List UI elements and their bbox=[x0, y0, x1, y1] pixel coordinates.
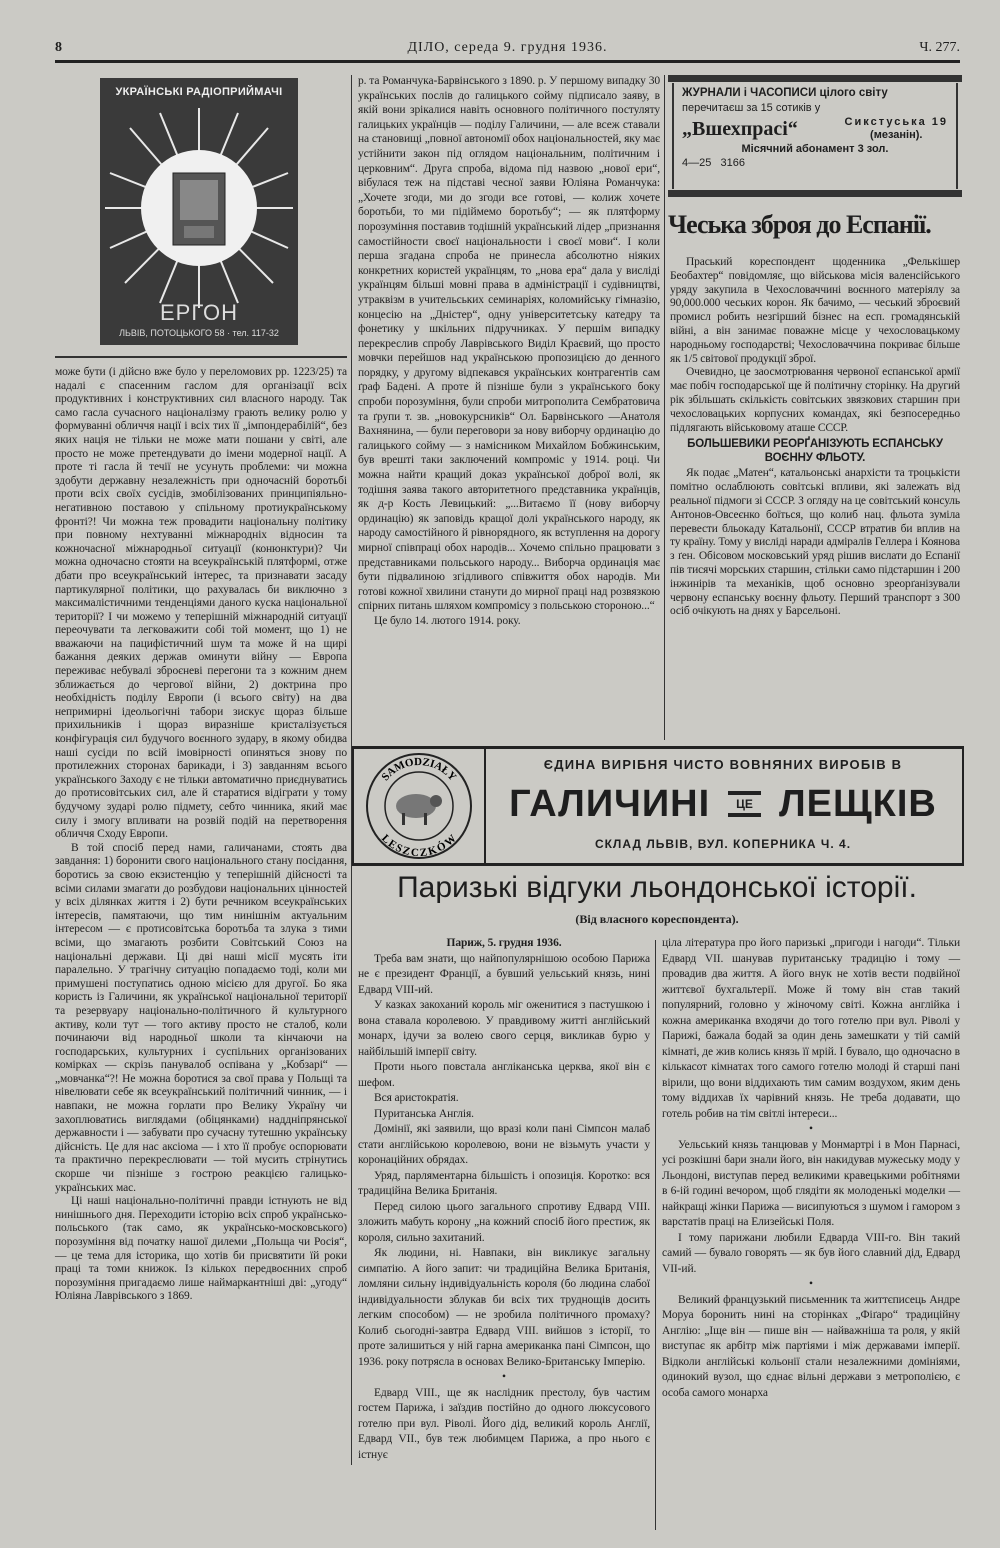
press-ad-address2: (мезанін). bbox=[870, 129, 923, 141]
issue-number: Ч. 277. bbox=[919, 40, 960, 55]
article-paragraph: ціла література про його паризькі „пригоди і нагоди“. Тільки Едвард VII. шанував пуританську традицію і тому — провадив два життя. А його внук не хотів вести подвійної життєвої бухгальтерії. Може й тому він став такий популярний, головно у жіночому світі. Кожна англійка і кожна американка входячи до того готелю при вул. Ріволі у Парижі, бажала бодай за один день замешкати у тій самій кімнаті, де жив колись князь її мрій. І бувало, що одночасно в кількасот кімнатах того самого готелю молоді й старші пані вірили, що вони віддихають тим самим воздухом, яким день тому віддихав їх чарівний князь. Не треба додавати, що готель робив на тім світлі інтереси... bbox=[662, 937, 960, 1120]
article-paragraph: Проти нього повстала англіканська церква, якої він є шефом. bbox=[358, 1061, 650, 1089]
header-rule bbox=[55, 60, 960, 63]
dateline: Париж, 5. грудня 1936. bbox=[446, 937, 562, 949]
czech-article-body bbox=[670, 256, 960, 619]
article-paragraph: Праський кореспондент щоденника „Фелькішер Беобахтер“ повідомляє, що військова місія валенсійського уряду закупила в Чехословаччині воєнного матеріялу за 90,000.000 чеських корон. Як бачимо, — чеський зброєвий промисл робить незгірший бізнес на есп. громадянській війні, а він занимає поважне місце у чехословацькому народньому господарстві; Чехословаччина покриває більше як 1/5 світової продукції зброї. bbox=[670, 256, 960, 365]
article-paragraph: Як людини, ні. Навпаки, він викликує загальну симпатію. А його запит: чи традиційна Велика Британія, ломляни сильну індивідуальність короля (бо людина слабої індивідуальности зблукав би всіх тих труднощів досить легким способом) — не зробила політичного промаху? Колиб сьогодні-завтра Едвард VIII. вийшов з історії, то проте залишиться у ній гарна американка пані Сімпсон, що 1936. року потрясла в основах Велико-Британську Імперію. bbox=[358, 1247, 650, 1368]
article-paragraph: може бути (і дійсно вже було у переломових рр. 1223/25) та надалі є спасенним гаслом для організації всіх продуктивних і конструктивних сил власного народу. Так само гасла сучасного націоналізму грають велику ролю у формуванні обличчя нації і всіх тих її „імпондерабілій“, без яких нація не тільки не може мати пошани у світі, але просто не може претендувати до імени модерної нації. А проте ті гасла й течії не усунуть проблеми: чи можна здобути державну незалежність при одночасній боротьбі проти всіх своїх сусідів, змобілізованих принципіяльно-негативною поставою у спільному протиукраїнському фронті?! Чи можна теж провадити національну політику при повному нехтуванні міжнародніх відносин та кожночасної міжнародньої ситуації (конюнктури)? Чи можна одночасно стояти на всеукраїнській плятформі, отже дбати про всеукраїнський інтерес, та признавати засаду партикулярної політики, що рахувалась би виключно з максималістичними тенденціями даного куска національної території? І чи можемо у теперішній міжнародній ситуації переочувати та легковажити собі той момент, що 1) не вважаючи на пацифістичний шум та може й на щирі бажання деяких держав оминути війну — Европа переживає небувалі зброєневі перегони та з кожним днем зближається до чергової війни, 2) доктрина про необхідність поділу Европи (і всього світу) на два непримирні ідеольогічні табори зискує щораз більше прихильників і щораз виразніше кристалізується конфігурація сил будучого воєнного зудару, в якому обидва наші сусіди по всій імовірності опиняться знову по протилежних сторонах барикади, і 3) завданням всього українського Заходу є не тільки автоматично приєднуватись до протисовітських сил, але й старатися відіграти у тому будучому зударі ролю підмету, себто чинника, який має силу і змогу впливати на розвій подій на перетворення обличчя Сходу Европи. bbox=[55, 366, 347, 841]
section-bullet: • bbox=[809, 1278, 813, 1290]
radio-ad-address: ЛЬВІВ, ПОТОЦЬКОГО 58 · тел. 117-32 bbox=[119, 328, 279, 338]
sheep-seal-logo bbox=[364, 751, 474, 861]
article-paragraph: Очевидно, це заосмотрювання червоної еспанської армії має побіч господарської ще й політичну сторінку. На другий рік збільшать скількість совітських звязкових старшин при чехословацьких корпусних командах, які безпосередньо підлягають військовому аташе СССР. bbox=[670, 366, 960, 434]
paris-article-subtitle: (Від власного кореспондента). bbox=[575, 912, 739, 926]
section-bullet: • bbox=[809, 1123, 813, 1135]
wool-ad-word1: ГАЛИЧИНІ bbox=[509, 783, 711, 825]
section-bullet: • bbox=[502, 1371, 506, 1383]
column-divider bbox=[664, 75, 665, 740]
press-ad-name: „Вшехпрасі“ bbox=[682, 118, 798, 140]
section-rule bbox=[55, 356, 347, 358]
svg-text:LESZCZKÓW: LESZCZKÓW bbox=[378, 832, 459, 860]
article-paragraph: Едвард VIII., ще як наслідник престолу, був частим гостем Парижа, і заїздив постійно до одного люксусового готелю при вул. Ріволі. Його дід, великий король Англії, Едвард VII., був теж любимцем Парижа, а про нього є істнує bbox=[358, 1386, 650, 1461]
wool-ad-word2: ЛЕЩКІВ bbox=[778, 783, 937, 825]
wool-ad-address: СКЛАД ЛЬВІВ, ВУЛ. КОПЕРНИКА Ч. 4. bbox=[594, 837, 852, 851]
czech-article-headline: Чеська зброя до Еспанії. bbox=[668, 210, 931, 239]
press-ad-code: 4—25 3166 bbox=[682, 157, 745, 169]
radio-ad-brand: ЕРГОН bbox=[159, 300, 239, 325]
svg-text:SAMODZIAŁY: SAMODZIAŁY bbox=[379, 755, 459, 784]
article-paragraph: Великий французький письменник та життєписець Андре Моруа боронить нині на сторінках „Фіґаро“ традиційну Англію: „Іще він — пише він — найважніша та роля, у якій виступає як арбітр між партіями і між державами імперії. Відколи англійські кольонії стали незалежними домініями, одинокий вузол, що єднає вільні держави з метрополією, є особа самого монарха bbox=[662, 1293, 960, 1399]
radio-advertisement bbox=[100, 78, 298, 345]
paris-article-headline: Паризькі відгуки льондонської історії. bbox=[397, 871, 917, 904]
article-paragraph: Уельський князь танцював у Монмартрі і в Мон Парнасі, усі розкішні бари знали його, він накидував мужеську моду у Льондоні, виступав перед великими кравецькими робітнями в 6-ій годині вечором, щоб глядіти як молоденькі моделки — найкращі жінки Парижа — висипуються з шумом і гамором з варстатів праці на Елизейські Поля. bbox=[662, 1138, 960, 1228]
article-paragraph: р. та Романчука-Барвінського з 1890. р. У першому випадку 30 українських послів до галицького сойму підписало заяву, в якій вони зрікалися навіть основного політичного постуляту галицьких українців — поділу Галичини, — але всеж ставали на становищі „повної автономії обох національностей, яку має устійнити закон під оглядом національним, політичним і церковним“. Друга спроба, відома під назвою „нової ери“, вібулася теж на підставі чесної заяви Юліяна Романчука: „Хочете згоди, ми до згоди все готові, — колиж хочете боротьби, то ми підіймемо боротьбу“; — як плятформу порозуміння поставив тодішній український лідер „признання самостійности своєї національности і своєї мови“. І коли перша згадана спроба не принесла абсолютно ніяких конкретних користей українцям, то „нова ера“ дала у висліді українцям більші мовні права в адміністрації і судівництві, утраквізм в учительських семинаріях, коломийську гімназію, концесію на „Дністер“, одну університетську катедру та фонетику у шкільних підручниках. У першім випадку перекреслив спробу Лаврівського Виділ Краєвий, що просто мовчки перейшов над українською пропозицією до денного порядку, у другому відпекався українських контрагентів сам ґраф Бадені. А проте й пізніше були з українського боку спроби порозуміння, були спроби митрополита Сембратовича та ґрупи т. зв. „новокурсників“ Ол. Барвінського —Анатоля Вахнянина, — були переговори за нову виборчу ординацію до галицького сойму — з намісником Михайлом Бобжинським, був врешті таки заключений компроміс у 1914. році. Чи можна найти кращий доказ української доброї волі, як тодішня заява такого авторитетного представника українців, як д-р Кость Левицький: „...Витаємо її (нову виборчу ординацію) як заповідь кращої долі українського народу, як народу самостійного й рівнорядного, як вступлення на дорогу мирної співпраці обох народів... Хочемо спільно працювати з представниками польського народу... Виборча ординація має бути підвалиною згідливого співжиття обох народів. Ми готові кожної хвилини станути до мирної праці над розвязкою спірних питань шляхом компромісу з польською стороною...“ bbox=[358, 75, 660, 613]
article-paragraph: Треба вам знати, що найпопулярнішою особою Парижа не є президент Франції, а бувший уельський князь, нині Едвард VIII-ий. bbox=[358, 952, 650, 996]
article-paragraph: Вся аристократія. bbox=[374, 1092, 459, 1104]
article-paragraph: Перед силою цього загального спротиву Едвард VIII. зложить мабуть корону „на кожний спосіб його престиж, як короля, сильно захитаний. bbox=[358, 1200, 650, 1244]
wool-factory-advertisement bbox=[352, 746, 964, 866]
middle-article-column bbox=[358, 74, 660, 629]
article-paragraph: Домінії, які заявили, що вразі коли пані Сімпсон малаб стати англійською королевою, вони не візьмуть участи у коронаційних обрядах. bbox=[358, 1123, 650, 1166]
left-article-column bbox=[55, 366, 347, 1304]
article-paragraph: І тому парижани любили Едварда VIII-го. Він такий самий — бувало говорять — як був його славний дід, Едвард VII-ий. bbox=[662, 1231, 960, 1275]
article-paragraph: Ці наші національно-політичні правди істнують не від нинішнього дня. Переходити історію всіх спроб українсько-польського (так само, як українсько-московського) порозуміння від початку нашої дилеми „Польща чи Росія“,— це тема для історика, що хотів би присвятити їй роки праці та томи книжок. Із кількох передвоєнних спроб порозуміння пригадаємо лише наймаркантніші дві: „угоду“ Юліяна Лаврівського з 1869. bbox=[55, 1195, 347, 1303]
press-subscription-ad bbox=[668, 75, 962, 197]
press-ad-subscription: Місячний абонамент 3 зол. bbox=[741, 143, 889, 155]
page-number: 8 bbox=[55, 40, 62, 55]
paris-article-column-2 bbox=[662, 936, 960, 1401]
page-header bbox=[55, 40, 960, 60]
press-ad-address: Сикстуська 19 bbox=[844, 116, 948, 128]
press-ad-line1: ЖУРНАЛИ і ЧАСОПИСИ цілого світу bbox=[682, 87, 888, 99]
article-paragraph: В той спосіб перед нами, галичанами, стоять два завдання: 1) боронити свого національного стану посідання, боротись за свою екзистенцію у теперішній дійсності та всіми силами змагати до розбудови національних цінностей у всіх ділянках життя і 2) бути речником всеукраїнських інтересів, памятаючи, що тим нинішнім актуальним інтересом — є протисовітська боротьба та злука з тими всіми, що змагають розбити Совітський Союз на національні держави. Ці дві наші місії мусять іти паралельно. У трагічну ситуацію попадаємо тоді, коли ми примушені поступатись одною місією для другої. Бо яка користь із Галичини, як української національної території та резервуару національно-політичного й культурного активу, коли тут — того активу просто не сталоб, коли починаючи від народньої школи та кінчаючи на господарських, культурних і суспільних організованих комірках — скрізь панувалоб оспівана у „Кобзарі“ — „мовчанка“?! Не можна боротися за свої права у Польщі та нівелювати себе як всеукраїнський політичний чинник, — і навпаки, не можна горлати про Велику Україну чи захоплюватись виглядами (обіцянками) наддніпрянської державности і — забувати про сучасну тутешню українську дійсність. Це для нас аксіома — і хто її пробує оспорювати та практично перекреслювати — той мусить стрінутись скорше чи пізніше з гострою реакцією галицько-українських мас. bbox=[55, 841, 347, 1194]
press-ad-line2: перечитаєш за 15 сотиків у bbox=[682, 102, 821, 114]
paris-article-column-1 bbox=[358, 936, 650, 1463]
newspaper-title-date: ДІЛО, середа 9. грудня 1936. bbox=[407, 40, 608, 55]
article-paragraph: Уряд, парляментарна більшість і опозиція. Коротко: вся традиційна Велика Британія. bbox=[358, 1169, 650, 1197]
article-paragraph: Це було 14. лютого 1914. року. bbox=[374, 614, 521, 627]
article-paragraph: Пуританська Англія. bbox=[374, 1107, 474, 1120]
radio-ad-headline: УКРАЇНСЬКІ РАДІОПРИЙМАЧІ bbox=[115, 86, 283, 98]
article-paragraph: Як подає „Матен“, катальонські анархісти та троцькісти помітно ослаблюють совітські впливи, які залежать від реальної підмоги зі СССР. З огляду на це совітський консуль Антонов-Овсеєнко боїться, що колиб нац. фльота зуміла перевести бльокаду Катальонії, СССР втратив би вплив на ту країну. Тому у висліді наради адміралів Геллера і Коянова з ґен. Обісовом московський уряд рішив вислати до Еспанії пів тисячі морських старшин, стільки само підстаршин і 200 інжинірів та механіків, щоб основно зреорґанізували червону еспанську воєнну фльоту. Перший транспорт з 300 осіб очікують на днях у Барсельоні. bbox=[670, 467, 960, 618]
column-divider bbox=[655, 940, 656, 1530]
article-paragraph: У казках закоханий король міг оженитися з пастушкою і вона ставала королевою. У правдивому житті англійський монарх, ідучи за волею свого серця, викликав бурю у найбільшій імперії світу. bbox=[358, 999, 650, 1058]
wool-ad-line1: ЄДИНА ВИРІБНЯ ЧИСТО ВОВНЯНИХ ВИРОБІВ В bbox=[543, 757, 903, 772]
wool-ad-word-mid: ЦЕ bbox=[728, 791, 761, 817]
czech-article-subheadline: БОЛЬШЕВИКИ РЕОРҐАНІЗУЮТЬ ЕСПАНСЬКУ ВОЄННУ ФЛЬОТУ. bbox=[687, 438, 943, 465]
